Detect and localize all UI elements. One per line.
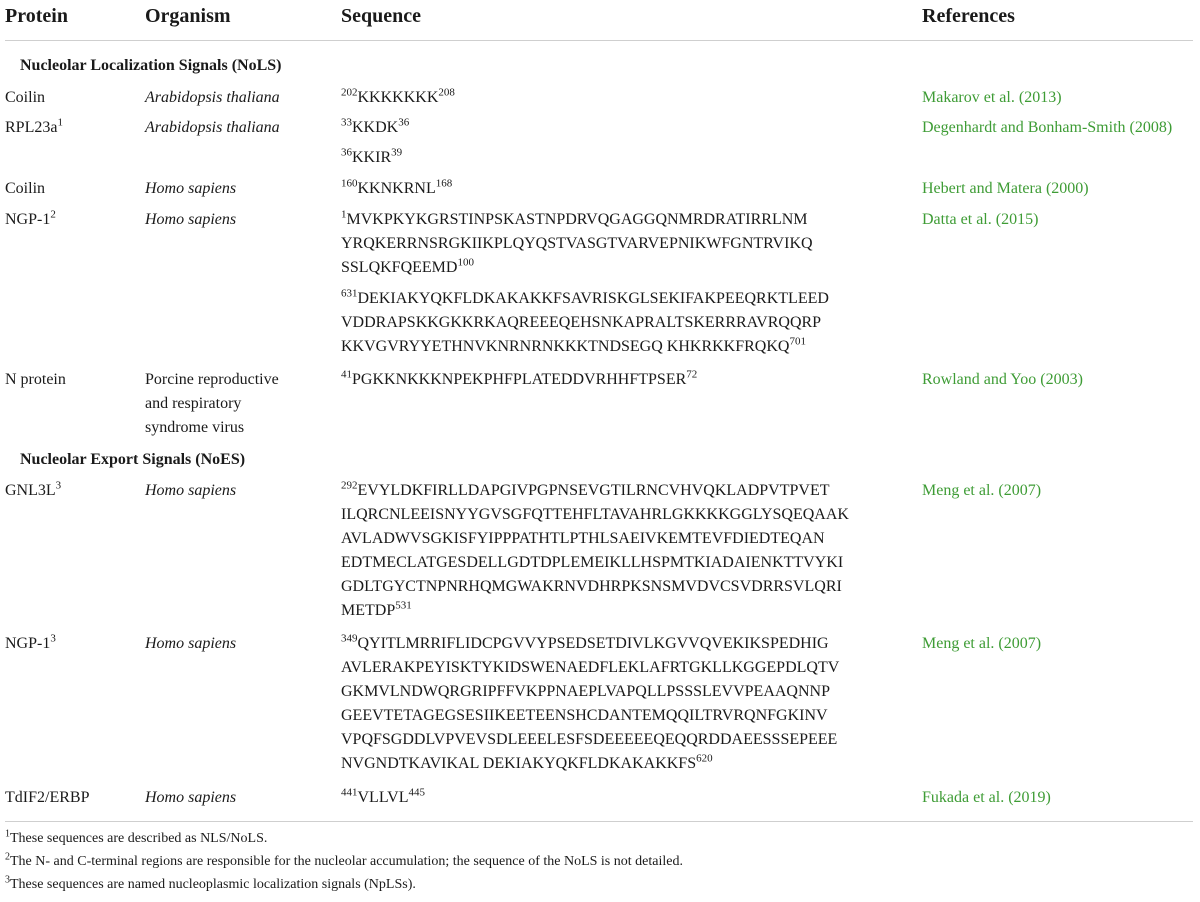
sequence: $^{33}$KKDK$^{36}$ <box>341 116 410 136</box>
reference-link[interactable]: Makarov et al. (2013) <box>922 89 1062 106</box>
organism-name: Arabidopsis thaliana <box>145 119 280 136</box>
footnote: $^1$These sequences are described as NLS/NoLS. <box>5 828 268 846</box>
organism-name: Homo sapiens <box>145 789 237 806</box>
reference-link[interactable]: Hebert and Matera (2000) <box>922 180 1089 197</box>
footer-rule <box>5 821 1193 822</box>
section-title-nols: Nucleolar Localization Signals (NoLS) <box>20 57 282 74</box>
organism-name: Arabidopsis thaliana <box>145 89 280 106</box>
sequence: $^{441}$VLLVL$^{445}$ <box>341 786 425 806</box>
reference-link[interactable]: Meng et al. (2007) <box>922 482 1042 499</box>
sequence: $^{202}$KKKKKKK$^{208}$ <box>341 86 455 106</box>
sequence: $^{631}$DEKIAKYQKFLDKAKAKKFSAVRISKGLSEKIFAKPEEQRKTLEED VDDRAPSKKGKKRKAQREEEQEHSNKAPRALTSKERRRAVRQQRP KKVGVRYYETHNVKNRNRNKKKTNDSEGQ KHKRKKFRQKQ$^{701}$ <box>341 287 829 355</box>
organism-name: Homo sapiens <box>145 482 237 499</box>
organism-name: Porcine reproductive and respiratory syndrome virus <box>145 371 279 436</box>
sequence: $^{36}$KKIR$^{39}$ <box>341 146 403 166</box>
header-protein: Protein <box>5 5 68 27</box>
reference-link[interactable]: Degenhardt and Bonham-Smith (2008) <box>922 119 1173 136</box>
footnote: $^2$The N- and C-terminal regions are responsible for the nucleolar accumulation; the sequence of the NoLS is not detailed. <box>5 851 683 869</box>
sequence: $^1$MVKPKYKGRSTINPSKASTNPDRVQGAGGQNMRDRATIRRLNM YRQKERRNSRGKIIKPLQYQSTVASGTVARVEPNIKWFGNTRVIKQ SSLQKFQEEMD$^{100}$ <box>341 208 813 276</box>
reference-link[interactable]: Meng et al. (2007) <box>922 635 1042 652</box>
protein-name: $RPL23a^1$ <box>5 116 63 136</box>
protein-name: $GNL3L^3$ <box>5 479 62 499</box>
protein-name: Coilin <box>5 180 46 197</box>
sequence: $^{41}$PGKKNKKKNPEKPHFPLATEDDVRHHFTPSER$^{72}$ <box>341 368 698 388</box>
protein-name: NGP-$1^3$ <box>5 632 56 652</box>
protein-name: NGP-$1^2$ <box>5 208 56 228</box>
header-sequence: Sequence <box>341 5 421 27</box>
header-rule <box>5 40 1193 41</box>
protein-name: N protein <box>5 371 66 388</box>
protein-name: TdIF2/ERBP <box>5 789 90 806</box>
sequence: $^{292}$EVYLDKFIRLLDAPGIVPGPNSEVGTILRNCVHVQKLADPVTPVET ILQRCNLEEISNYYGVSGFQTTEHFLTAVAHRLGKKKKGGLYSQEQAAK AVLADWVSGKISFYIPPPATHTLPTHLSAEIVKEMTEVFDIEDTEQAN EDTMECLATGESDELLGDTDPLEMEIKLLHSPMTKIADAIENKTTVYKI GDLTGYCTNPNRHQMGWAKRNVDHRPKSNSMVDVCSVDRRSVLQRI METDP$^{531}$ <box>341 479 849 619</box>
organism-name: Homo sapiens <box>145 211 237 228</box>
header-organism: Organism <box>145 5 231 27</box>
header-references: References <box>922 5 1015 27</box>
sequence: $^{160}$KKNKRNL$^{168}$ <box>341 177 453 197</box>
reference-link[interactable]: Fukada et al. (2019) <box>922 789 1051 806</box>
reference-link[interactable]: Datta et al. (2015) <box>922 211 1039 228</box>
section-title-noes: Nucleolar Export Signals (NoES) <box>20 451 246 468</box>
footnote: $^3$These sequences are named nucleoplasmic localization signals (NpLSs). <box>5 874 416 892</box>
reference-link[interactable]: Rowland and Yoo (2003) <box>922 371 1083 388</box>
organism-name: Homo sapiens <box>145 635 237 652</box>
organism-name: Homo sapiens <box>145 180 237 197</box>
sequence: $^{349}$QYITLMRRIFLIDCPGVVYPSEDSETDIVLKGVVQVEKIKSPEDHIG AVLERAKPEYISKTYKIDSWENAEDFLEKLAFRTGKLLKGGEPDLQTV GKMVLNDWQRGRIPFFVKPPNAEPLVAPQLLPSSSLEVVPEAAQNNP GEEVTETAGEGSESIIKEETEENSHCDANTEMQQILTRVRQNFGKINV VPQFSGDDLVPVEVSDLEEELESFSDEEEEEQEQQRDDAEESSSEPEEE NVGNDTKAVIKAL DEKIAKYQKFLDKAKAKKFS$^{620}$ <box>341 632 840 772</box>
protein-name: Coilin <box>5 89 46 106</box>
